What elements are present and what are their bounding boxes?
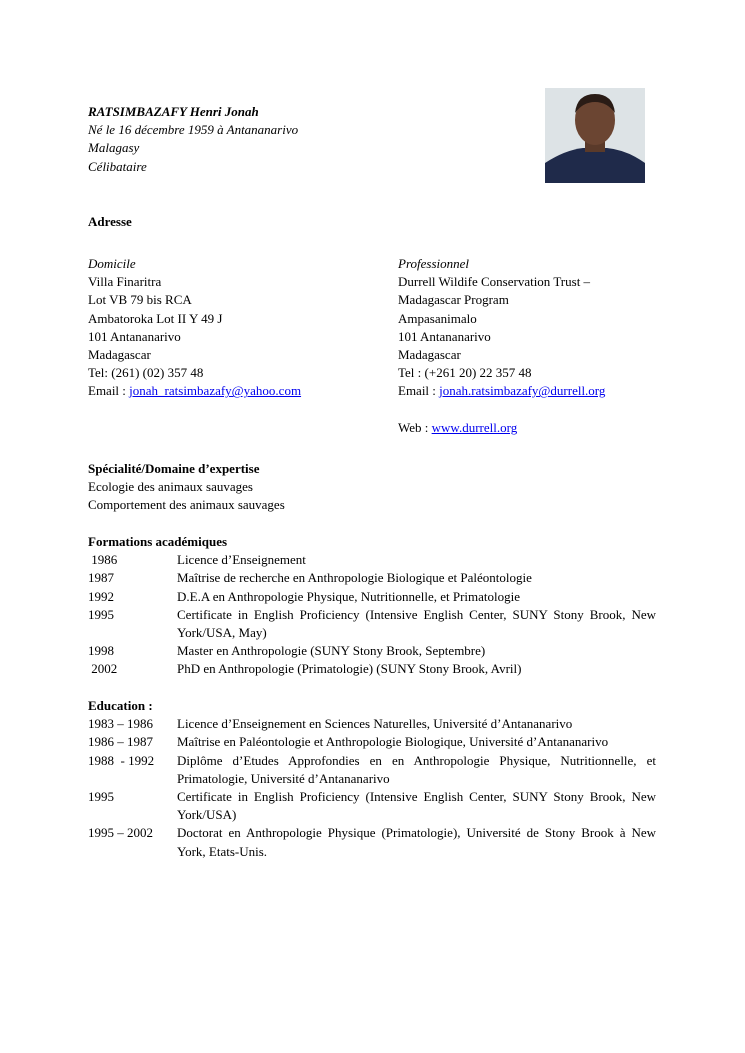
education-row (88, 733, 656, 751)
expertise-heading: Spécialité/Domaine d’expertise (88, 461, 260, 476)
education-section (88, 697, 656, 861)
row-year: 1987 (88, 570, 114, 586)
row-description: Maîtrise en Paléontologie et Anthropologie Biologique, Université d’Antananarivo (177, 734, 609, 750)
work-address (398, 255, 605, 437)
row-year: 2002 (88, 661, 118, 677)
education-row (88, 824, 656, 860)
row-year: 1986 – 1987 (88, 734, 153, 750)
work-phone: Tel : (+261 20) 22 357 48 (398, 365, 532, 381)
expertise-item: Comportement des animaux sauvages (88, 497, 285, 513)
row-year: 1986 (88, 552, 118, 568)
home-phone: Tel: (261) (02) 357 48 (88, 365, 204, 381)
home-line: Lot VB 79 bis RCA (88, 292, 192, 308)
marital-status: Célibataire (88, 158, 147, 174)
work-email-link[interactable]: jonah.ratsimbazafy@durrell.org (439, 383, 606, 399)
work-line: Durrell Wildife Conservation Trust – (398, 274, 591, 290)
identity-block (88, 103, 298, 176)
work-label: Professionnel (398, 256, 470, 271)
work-email-label: Email : (398, 383, 440, 399)
expertise-item: Ecologie des animaux sauvages (88, 479, 253, 495)
work-line: Madagascar (398, 347, 461, 363)
home-line: 101 Antananarivo (88, 328, 181, 344)
row-description: Doctorat en Anthropologie Physique (Primatologie), Université de Stony Brook à New York, Etats-Unis. (177, 825, 656, 859)
formations-heading: Formations académiques (88, 534, 228, 549)
home-line: Madagascar (88, 347, 151, 363)
row-description: Master en Anthropologie (SUNY Stony Brook, Septembre) (177, 643, 486, 659)
expertise-section (88, 460, 285, 515)
row-description: Licence d’Enseignement (177, 552, 306, 568)
nationality: Malagasy (88, 140, 140, 156)
formations-row (88, 551, 656, 569)
address-heading: Adresse (88, 214, 132, 229)
row-description: Licence d’Enseignement en Sciences Naturelles, Université d’Antananarivo (177, 716, 573, 732)
row-description: PhD en Anthropologie (Primatologie) (SUNY Stony Brook, Avril) (177, 661, 522, 677)
web-link[interactable]: www.durrell.org (431, 419, 518, 435)
row-description: Certificate in English Proficiency (Intensive English Center, SUNY Stony Brook, New York/USA) (177, 789, 656, 823)
home-label: Domicile (88, 256, 136, 271)
education-row (88, 715, 656, 733)
row-year: 1998 (88, 643, 114, 659)
home-email-label: Email : (88, 383, 130, 399)
home-line: Ambatoroka Lot II Y 49 J (88, 310, 223, 326)
education-heading: Education : (88, 698, 153, 713)
row-year: 1995 (88, 789, 114, 805)
formations-row (88, 569, 656, 587)
row-description: D.E.A en Anthropologie Physique, Nutritionnelle, et Primatologie (177, 588, 521, 604)
birth-info: Né le 16 décembre 1959 à Antananarivo (88, 122, 299, 138)
education-row (88, 752, 656, 788)
work-line: Ampasanimalo (398, 310, 477, 326)
row-year: 1995 (88, 606, 114, 622)
row-year: 1988 - 1992 (88, 752, 155, 768)
row-description: Maîtrise de recherche en Anthropologie Biologique et Paléontologie (177, 570, 532, 586)
row-year: 1992 (88, 588, 114, 604)
formations-section (88, 533, 656, 679)
education-row (88, 788, 656, 824)
person-name: RATSIMBAZAFY Henri Jonah (88, 104, 259, 119)
work-line: 101 Antananarivo (398, 328, 491, 344)
formations-row (88, 642, 656, 660)
row-year: 1983 – 1986 (88, 716, 153, 732)
formations-row (88, 588, 656, 606)
home-address (88, 255, 301, 401)
formations-row (88, 606, 656, 642)
profile-photo (545, 88, 645, 183)
formations-row (88, 660, 656, 678)
home-email-link[interactable]: jonah_ratsimbazafy@yahoo.com (129, 383, 302, 399)
row-year: 1995 – 2002 (88, 825, 153, 841)
home-line: Villa Finaritra (88, 274, 162, 290)
web-label: Web : (398, 419, 432, 435)
row-description: Certificate in English Proficiency (Intensive English Center, SUNY Stony Brook, New York/USA, May) (177, 606, 656, 641)
work-line: Madagascar Program (398, 292, 509, 308)
row-description: Diplôme d’Etudes Approfondies en en Anthropologie Physique, Nutritionnelle, et Primatologie, Université d’Antananarivo (177, 752, 656, 786)
